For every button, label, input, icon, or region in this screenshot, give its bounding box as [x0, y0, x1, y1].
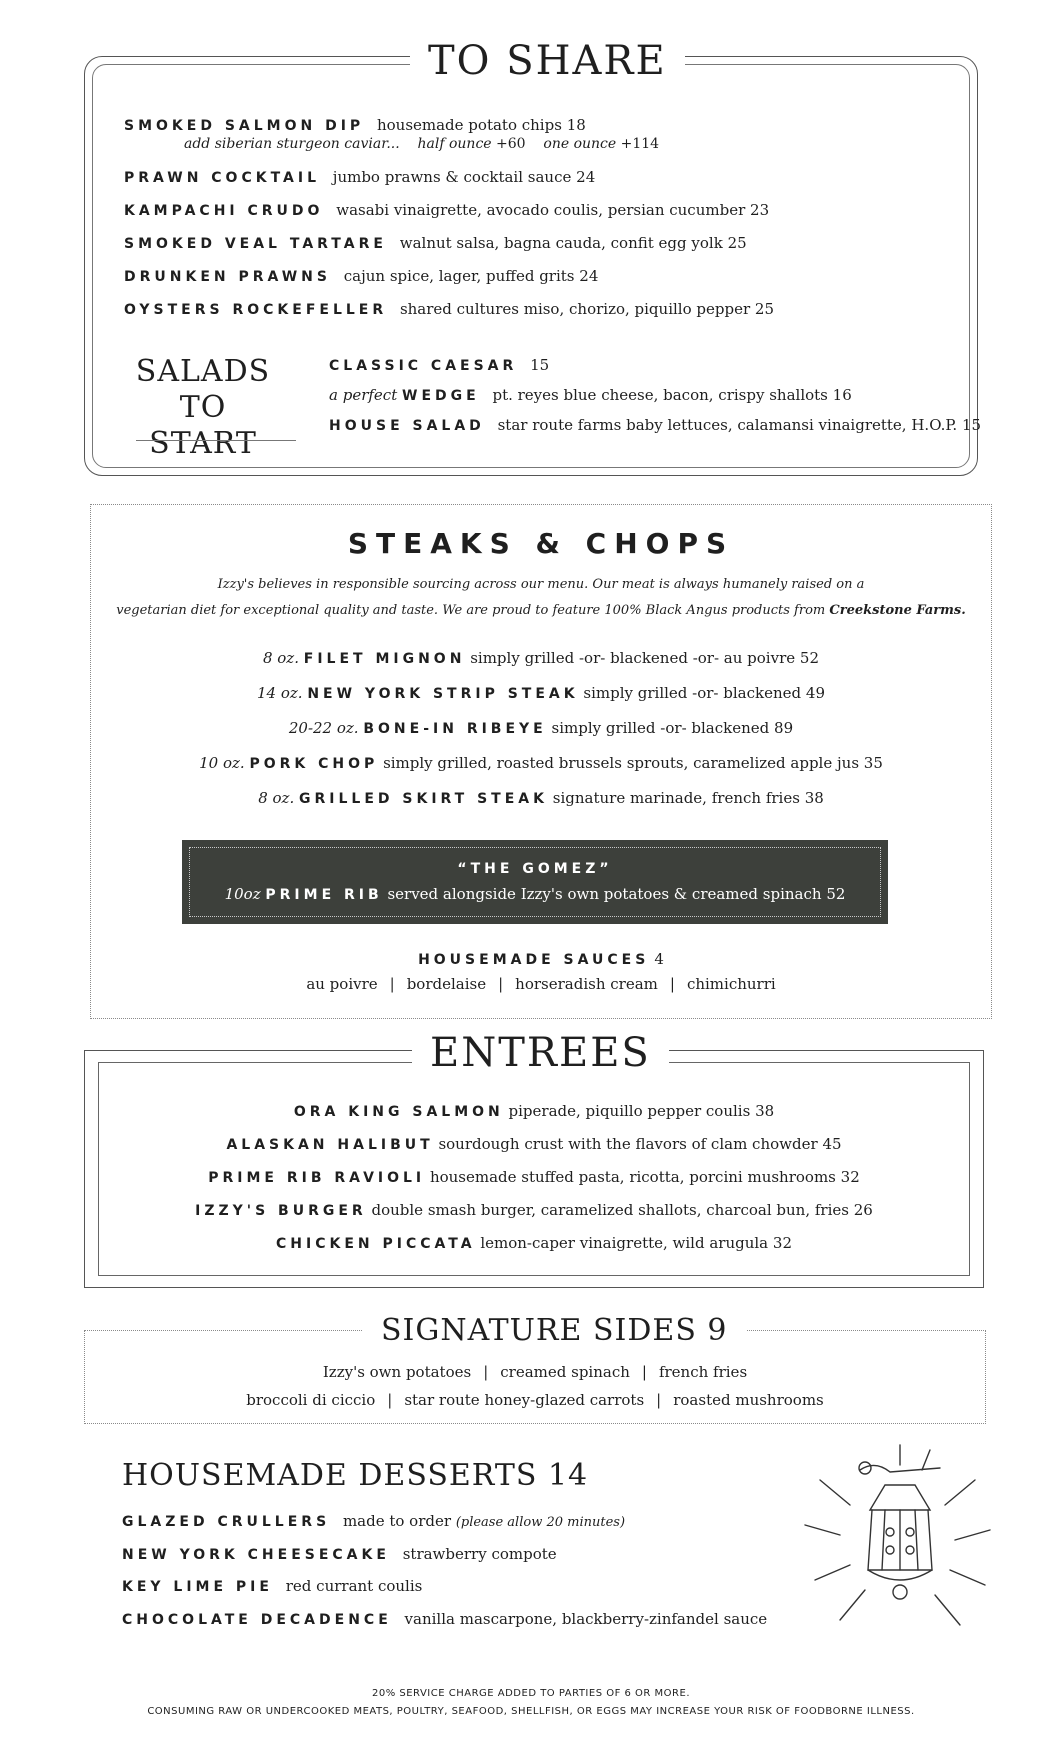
desserts-title: HOUSEMADE DESSERTS 14 [122, 1458, 589, 1493]
item-price: 52 [799, 649, 820, 667]
item-desc: shared cultures miso, chorizo, piquillo pepper [399, 300, 751, 318]
item-name: CHICKEN PICCATA [276, 1236, 476, 1252]
item-name: ORA KING SALMON [293, 1104, 504, 1120]
item-desc: red currant coulis [285, 1577, 423, 1595]
item-size: 8 oz. [262, 649, 299, 667]
item-price: 23 [750, 201, 770, 219]
item-price: 24 [576, 168, 596, 186]
side-item: french fries [658, 1363, 748, 1381]
caviar-one: one ounce [543, 136, 617, 152]
caviar-half-price: +60 [496, 136, 526, 152]
item-desc: pt. reyes blue cheese, bacon, crispy shallots [492, 386, 828, 404]
item-name: IZZY'S BURGER [195, 1203, 367, 1219]
entree-item [84, 1102, 984, 1120]
item-name: PORK CHOP [249, 756, 379, 772]
sauce-option: au poivre [306, 975, 378, 993]
item-name: KAMPACHI CRUDO [124, 203, 324, 219]
menu-item [124, 168, 595, 186]
item-size: 10 oz. [199, 754, 245, 772]
steak-item [91, 649, 991, 667]
item-price: 15 [530, 356, 550, 374]
item-desc: simply grilled -or- blackened [583, 684, 802, 702]
item-name: PRAWN COCKTAIL [124, 170, 321, 186]
item-desc: strawberry compote [402, 1545, 557, 1563]
steak-item [91, 684, 991, 702]
item-price: 52 [826, 885, 846, 903]
intro-line1: Izzy's believes in responsible sourcing across our menu. Our meat is always humanely raised on a [217, 577, 865, 592]
steak-item [91, 789, 991, 807]
divider [136, 440, 296, 441]
salads-title-line1: SALADS [135, 354, 271, 389]
sauces-heading [91, 949, 991, 968]
item-desc: simply grilled, roasted brussels sprouts, caramelized apple jus [383, 754, 860, 772]
sauces-price: 4 [654, 950, 664, 968]
to-share-section [84, 38, 982, 476]
entree-item [84, 1168, 984, 1186]
item-desc: double smash burger, caramelized shallots, charcoal bun, fries [371, 1201, 849, 1219]
caviar-addon [184, 136, 659, 152]
item-price: 38 [804, 789, 824, 807]
dessert-item [122, 1545, 557, 1563]
item-name: ALASKAN HALIBUT [226, 1137, 434, 1153]
item-size: 10oz [224, 885, 261, 903]
item-size: 14 oz. [256, 684, 303, 702]
item-desc: wasabi vinaigrette, avocado coulis, persian cucumber [336, 201, 746, 219]
item-name: NEW YORK STRIP STEAK [307, 686, 579, 702]
item-price: 38 [755, 1102, 775, 1120]
menu-item [124, 234, 747, 252]
section-title: TO SHARE [410, 38, 685, 84]
dessert-item [122, 1610, 767, 1628]
sauces-list: au poivre | bordelaise | horseradish cream | chimichurri [306, 975, 776, 993]
item-price: 32 [840, 1168, 860, 1186]
item-desc: cajun spice, lager, puffed grits [343, 267, 575, 285]
caviar-half: half ounce [417, 136, 492, 152]
item-name: CLASSIC CAESAR [329, 358, 518, 374]
item-price: 25 [754, 300, 774, 318]
entree-item [84, 1234, 984, 1252]
item-desc: signature marinade, french fries [552, 789, 800, 807]
caviar-label: add siberian sturgeon caviar... [184, 136, 400, 152]
side-item: star route honey-glazed carrots [404, 1391, 645, 1409]
item-desc: simply grilled -or- blackened [551, 719, 770, 737]
item-name: NEW YORK CHEESECAKE [122, 1547, 390, 1563]
menu-item [124, 201, 769, 219]
section-title: ENTREES [412, 1030, 669, 1076]
sauce-option: horseradish cream [515, 975, 658, 993]
item-price: 89 [774, 719, 794, 737]
salads-title-line2: TO START [149, 390, 257, 461]
item-desc: housemade stuffed pasta, ricotta, porcini mushrooms [429, 1168, 836, 1186]
entree-item [84, 1201, 984, 1219]
side-item: creamed spinach [500, 1363, 630, 1381]
item-name: SMOKED VEAL TARTARE [124, 236, 387, 252]
item-desc: lemon-caper vinaigrette, wild arugula [480, 1234, 769, 1252]
item-desc: walnut salsa, bagna cauda, confit egg yolk [399, 234, 723, 252]
sauce-option: bordelaise [406, 975, 487, 993]
item-desc: housemade potato chips [376, 116, 562, 134]
item-price: 35 [863, 754, 883, 772]
item-name: KEY LIME PIE [122, 1579, 273, 1595]
item-name: PRIME RIB RAVIOLI [208, 1170, 426, 1186]
side-item: roasted mushrooms [673, 1391, 824, 1409]
footer-service-charge: 20% SERVICE CHARGE ADDED TO PARTIES OF 6 OR MORE. [371, 1688, 690, 1699]
item-name: BONE-IN RIBEYE [363, 721, 547, 737]
item-price: 24 [579, 267, 599, 285]
item-price: 15 [961, 416, 982, 434]
item-name: GRILLED SKIRT STEAK [299, 791, 548, 807]
item-desc: star route farms baby lettuces, calamansi vinaigrette, H.O.P. [497, 416, 958, 434]
item-price: 32 [772, 1234, 792, 1252]
item-name: WEDGE [402, 388, 480, 404]
entrees-section [84, 1030, 984, 1288]
feature-item [182, 885, 888, 903]
item-desc: vanilla mascarpone, blackberry-zinfandel sauce [404, 1610, 768, 1628]
item-price: 45 [822, 1135, 842, 1153]
item-name: CHOCOLATE DECADENCE [122, 1612, 392, 1628]
menu-item [124, 300, 774, 318]
sides-row: broccoli di ciccio | star route honey-glazed carrots | roasted mushrooms [246, 1391, 824, 1409]
menu-item [124, 116, 586, 134]
salad-item [329, 356, 549, 374]
dotted-frame [189, 847, 881, 917]
lantern-illustration [790, 1440, 1010, 1640]
item-name: GLAZED CRULLERS [122, 1514, 331, 1530]
footer-health-warning: CONSUMING RAW OR UNDERCOOKED MEATS, POULTRY, SEAFOOD, SHELLFISH, OR EGGS MAY INCREASE YOUR RISK OF FOODBORNE ILLNESS. [147, 1706, 915, 1717]
dessert-item [122, 1512, 625, 1530]
gomez-feature-panel [182, 840, 888, 924]
salads-title [128, 354, 278, 462]
item-desc: served alongside Izzy's own potatoes & creamed spinach [387, 885, 822, 903]
item-price: 49 [805, 684, 825, 702]
item-price: 25 [727, 234, 747, 252]
item-price: 26 [853, 1201, 873, 1219]
item-name: SMOKED SALMON DIP [124, 118, 365, 134]
item-desc: piperade, piquillo pepper coulis [508, 1102, 751, 1120]
item-note: (please allow 20 minutes) [455, 1515, 626, 1530]
sauce-option: chimichurri [686, 975, 776, 993]
menu-item [124, 267, 598, 285]
item-price: 18 [566, 116, 586, 134]
item-name: HOUSE SALAD [329, 418, 485, 434]
item-size: 8 oz. [258, 789, 295, 807]
entree-item [84, 1135, 984, 1153]
intro-text: vegetarian diet for exceptional quality and taste. We are proud to feature 100% Black Angus products from [116, 603, 826, 618]
item-name: PRIME RIB [265, 887, 383, 903]
item-name: OYSTERS ROCKEFELLER [124, 302, 388, 318]
item-name: FILET MIGNON [303, 651, 466, 667]
item-prefix: a perfect [329, 386, 398, 404]
side-item: Izzy's own potatoes [322, 1363, 472, 1381]
item-desc: simply grilled -or- blackened -or- au poivre [470, 649, 796, 667]
item-desc: sourdough crust with the flavors of clam chowder [438, 1135, 818, 1153]
intro-line2 [91, 603, 991, 618]
sauces-title: HOUSEMADE SAUCES [418, 952, 650, 968]
sides-row: Izzy's own potatoes | creamed spinach | french fries [322, 1363, 748, 1381]
steaks-section [90, 504, 992, 1019]
salad-item [329, 386, 852, 404]
section-title: SIGNATURE SIDES 9 [363, 1313, 746, 1348]
item-name: DRUNKEN PRAWNS [124, 269, 331, 285]
dessert-item [122, 1577, 422, 1595]
salad-item [329, 416, 981, 434]
sides-section [84, 1313, 986, 1424]
steak-item [91, 754, 991, 772]
caviar-one-price: +114 [620, 136, 660, 152]
item-price: 16 [832, 386, 852, 404]
brand-name: Creekstone Farms. [829, 603, 966, 618]
item-desc: jumbo prawns & cocktail sauce [332, 168, 572, 186]
item-size: 20-22 oz. [288, 719, 359, 737]
steak-item [91, 719, 991, 737]
item-desc: made to order [342, 1512, 452, 1530]
side-item: broccoli di ciccio [246, 1391, 376, 1409]
section-title: STEAKS & CHOPS [347, 527, 735, 560]
feature-title: “THE GOMEZ” [457, 861, 613, 877]
